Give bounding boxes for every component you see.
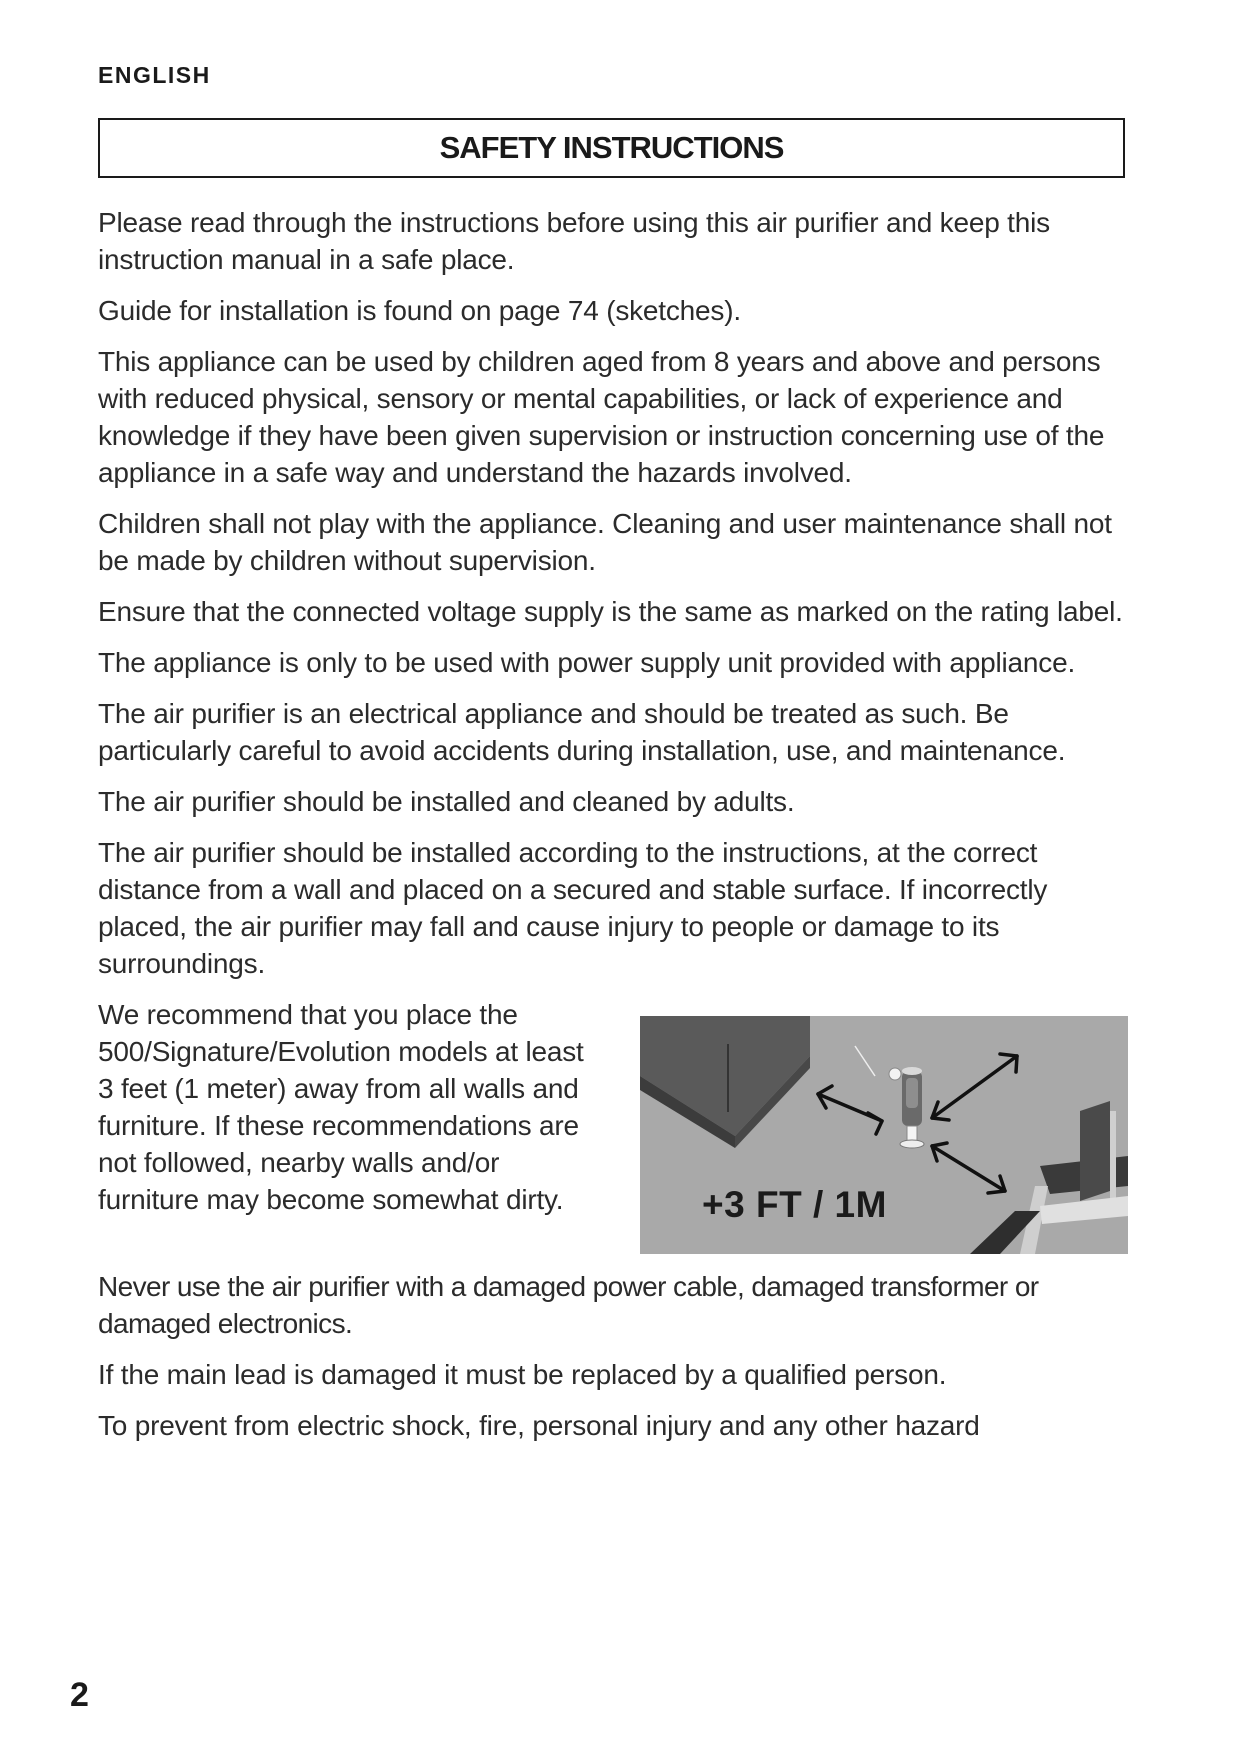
paragraph-damaged-cable: Never use the air purifier with a damaged power cable, damaged transformer or damaged electronics. bbox=[98, 1271, 1039, 1339]
paragraph-read-instructions: Please read through the instructions before using this air purifier and keep this instruction manual in a safe place. bbox=[98, 207, 1050, 275]
section-title: SAFETY INSTRUCTIONS bbox=[439, 130, 784, 165]
paragraph-recommendation: We recommend that you place the 500/Signature/Evolution models at least 3 feet (1 meter) away from all walls and furniture. If these recommendations are not followed, nearby walls and/or furniture may become somewhat dirty. bbox=[98, 999, 584, 1215]
distance-label: +3 FT / 1M bbox=[702, 1184, 887, 1225]
paragraph-power-supply: The appliance is only to be used with power supply unit provided with appliance. bbox=[98, 647, 1076, 678]
recommendation-section bbox=[98, 996, 1128, 1254]
instructions-content bbox=[98, 204, 1128, 1458]
paragraph-voltage: Ensure that the connected voltage supply is the same as marked on the rating label. bbox=[98, 596, 1123, 627]
paragraph-children-play: Children shall not play with the appliance. Cleaning and user maintenance shall not be made by children without supervision. bbox=[98, 508, 1112, 576]
paragraph-electrical-appliance: The air purifier is an electrical appliance and should be treated as such. Be particularly careful to avoid accidents during installation, use, and maintenance. bbox=[98, 698, 1066, 766]
paragraph-prevent-hazard: To prevent from electric shock, fire, personal injury and any other hazard bbox=[98, 1410, 980, 1441]
page-number: 2 bbox=[70, 1676, 89, 1714]
paragraph-adults: The air purifier should be installed and cleaned by adults. bbox=[98, 786, 795, 817]
section-title-box bbox=[98, 118, 1125, 178]
paragraph-main-lead: If the main lead is damaged it must be replaced by a qualified person. bbox=[98, 1359, 947, 1390]
language-label: ENGLISH bbox=[98, 62, 211, 88]
placement-illustration bbox=[640, 1016, 1128, 1254]
paragraph-children-usage: This appliance can be used by children aged from 8 years and above and persons with reduced physical, sensory or mental capabilities, or lack of experience and knowledge if they have been given supervision or instruction concerning use of the appliance in a safe way and understand the hazards involved. bbox=[98, 346, 1105, 488]
paragraph-installation-distance: The air purifier should be installed according to the instructions, at the correct distance from a wall and placed on a secured and stable surface. If incorrectly placed, the air purifier may fall and cause injury to people or damage to its surroundings. bbox=[98, 837, 1048, 979]
paragraph-installation-guide: Guide for installation is found on page 74 (sketches). bbox=[98, 295, 741, 326]
